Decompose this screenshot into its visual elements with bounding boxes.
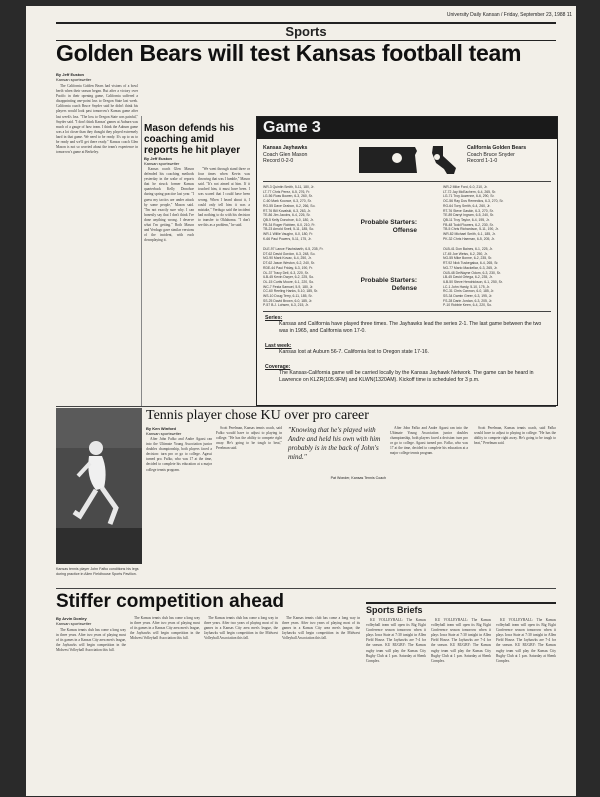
section-header [56, 22, 556, 41]
sports-briefs-header: Sports Briefs [366, 602, 556, 617]
game-box-title: Game 3 [257, 117, 557, 139]
masthead: University Daily Kansan / Friday, September 23, 1988 11 [446, 12, 572, 18]
stiffer-byline-role: Kansan sportswriter [56, 621, 92, 626]
section-divider [56, 406, 556, 407]
roster-line: RC-31 Chris Cannon, 6-0, 185, Jr. [443, 289, 495, 294]
roster-line: FB-34 Roger Robben, 6-0, 210, Fr. [263, 222, 316, 227]
game-box [256, 116, 558, 406]
sidebar-text-2: "We went through stand three or four times when Kevin was throwing that was I fumble," Mason said. "It's not aimed at him. If it touched him, it must have been. I was scared that I could have been wrong. When I heard about it, I could only tell him it was a mistake," Verdugo said the incident had nothing to do with his decision to transfer to Oklahoma. "I don't see this as a problem," he said. [198, 167, 250, 228]
roster-line: SS-34 Damin Greer, 6-3, 195, Jr. [443, 294, 493, 299]
roster-line: P-10 Robbie Keen, 6-4, 220, So. [443, 303, 493, 308]
stiffer-body-col1 [56, 628, 126, 788]
tennis-body-col4 [474, 426, 556, 585]
main-byline-role: Kansan sportswriter [56, 77, 92, 82]
stiffer-body-col3 [204, 616, 278, 788]
roster-line: TB-23 Arnold Snell, 5-11, 185, So. [263, 227, 315, 232]
newspaper-page [26, 6, 576, 796]
roster-line: RG-64 Tony Smith, 6-4, 260, Jr. [443, 203, 491, 208]
roster-line: DT-62 David Gordon, 6-3, 248, So. [263, 251, 316, 256]
roster-line: LT-72 Jay McEachern, 6-4, 265, Sr. [443, 189, 497, 194]
roster-line: OC-56 Ray Dos Remedios, 6-3, 270, Sr. [443, 199, 504, 204]
roster-line: CC-60 Reeling Hanks, 5-10, 185, Sr. [263, 289, 319, 294]
briefs-col3 [496, 618, 556, 788]
offense-label: Probable Starters: Offense [360, 219, 417, 234]
roster-line: TE-89 Darryl Ingram, 6-5, 240, Sr. [443, 213, 495, 218]
briefs-text-2: KU VOLLEYBALL: The Kansas volleyball team will open its Big Eight Conference season tomorrow when it plays Iowa State at 7:30 tonight in Allen Field House. The Jayhawks are 7-4 for the season. KU RUGBY: The Kansas rugby team will play the Kansas City Rugby Club at 1 p.m. Saturday at Shenk Complex. [431, 618, 491, 663]
roster-line: WS-10 Doug Terry, 6-11, 185, Sr. [263, 294, 313, 299]
roster-line: DT-62 Jason Weston, 6-2, 240, Sr. [263, 261, 315, 266]
main-byline [56, 72, 138, 82]
home-team-record: Record 0-2-0 [263, 158, 294, 165]
tennis-body-col3 [390, 426, 468, 585]
cal-offense-list [443, 185, 551, 241]
roster-line: WR-2 Mike Ford, 6-0, 210, Jr. [443, 185, 488, 189]
tennis-text-3: After John Fafko and Andre Agassi ran into the Ultimate Young Association junior doubles championship, both players faced a decision: turn pro or go to college. Agassi turned pro. Fafko, who was 17 at the time, decided to complete his education at a major college tennis program. [390, 426, 468, 456]
tennis-body-col2 [216, 426, 282, 585]
roster-line: QB-5 Kelly Donohoe, 6-0, 180, Jr. [263, 217, 314, 222]
roster-line: WC-7 Festa Samuel, 5-9, 180, Jr. [263, 284, 314, 289]
ku-defense-list [263, 247, 355, 308]
sidebar-headline: Mason defends his coaching amid reports he hit player [144, 123, 241, 156]
tennis-text-1: After John Fafko and Andre Agassi ran into the Ultimate Young Association junior doubles championship, both players faced a decision: turn pro or go to college. Agassi turned pro. Fafko, who was 17 at the time, decided to complete his education at a major college tennis program. [146, 437, 212, 472]
briefs-col1 [366, 618, 426, 788]
stiffer-headline: Stiffer competition ahead [56, 591, 285, 612]
roster-line: WR-82 Michael Smith, 6-1, 185, Jr. [443, 232, 496, 237]
roster-line: FB-48 Todd Flowers, 6-2, 230, Sr. [443, 222, 494, 227]
main-headline: Golden Bears will test Kansas football team [56, 40, 522, 66]
briefs-text-1: KU VOLLEYBALL: The Kansas volleyball team will open its Big Eight Conference season tomorrow when it plays Iowa State at 7:30 tonight in Allen Field House. The Jayhawks are 7-4 for the season. KU RUGBY: The Kansas rugby team will play the Kansas City Rugby Club at 1 p.m. Saturday at Shenk Complex. [366, 618, 426, 663]
tennis-body-col1 [146, 437, 212, 585]
stiffer-text-2: The Kansas tennis club has come a long way in three years. After two years of playing most of its games in a Kansas City area men's league, the Jayhawks will begin competition in the Midwest Volleyball Association this fall. [130, 616, 200, 641]
series-text: Kansas and California have played three times. The Jayhawks lead the series 2-1. The last game between the two was in 1965, and California won 17-0. [279, 321, 542, 334]
roster-line: LC-1 John Hardy, 5-10, 175, Jr. [443, 284, 491, 289]
tennis-byline-name: By Ken Winford [146, 426, 176, 431]
sidebar-body-col1 [144, 167, 194, 400]
coverage-label: Coverage: [265, 364, 291, 370]
ku-offense-list [263, 185, 355, 241]
tennis-player-image [56, 408, 142, 564]
roster-line: WR-3 Quintin Smith, 5-11, 180, Jr. [263, 185, 315, 189]
roster-line: TE-86 Jim Jacobs, 6-4, 226, Sr. [263, 213, 311, 218]
last-week-text: Kansas lost at Auburn 56-7. California lost to Oregon state 17-16. [279, 349, 429, 356]
away-team-record: Record 1-1-0 [467, 158, 498, 165]
tennis-photo [56, 408, 142, 564]
series-section [265, 315, 551, 334]
stiffer-text-1: The Kansas tennis club has come a long way in three years. After two years of playing most of its games in a Kansas City area men's league, the Jayhawks will begin competition in the Midwest Volleyball Association this fall. [56, 628, 126, 653]
roster-line: NG-55 Mike Bonne, 6-2, 235, Sr. [443, 256, 493, 261]
roster-line: P-57 B.J. Lohsen, 6-3, 215, Jr. [263, 303, 309, 308]
last-week-label: Last week: [265, 343, 292, 349]
roster-line: OLB-41 Don Baines, 6-1, 225, Jr. [443, 247, 493, 251]
roster-line: RT-76 Steve Gaskin, 6-3, 270, Sr. [443, 208, 494, 213]
roster-line: NG-90 Mark Kovac, 6-4, 250, Jr. [263, 256, 312, 261]
stiffer-text-4: The Kansas tennis club has come a long way in three years. After two years of playing most of its games in a Kansas City area men's league, the Jayhawks will begin competition in the Midwest Volleyball Association this fall. [282, 616, 360, 641]
tennis-byline-role: Kansan sportswriter [146, 431, 182, 436]
tennis-photo-caption: Kansas tennis player John Fafko conditions his legs during practice in Allen Fieldhouse Sports Pavilion. [56, 567, 139, 576]
series-label: Series: [265, 315, 283, 321]
roster-line: PK-32 Chris Haeman, 6-5, 205, Jr. [443, 236, 495, 241]
roster-line: DLE-97 Lance Flachsbarth, 6-5, 235, Fr. [263, 247, 324, 251]
away-team-coach: Coach Bruce Snyder [467, 151, 515, 158]
roster-line: OLB-48 DeWayne Odom, 6-3, 230, Sr. [443, 270, 501, 275]
sidebar-byline-role: Kansan sportswriter [144, 161, 180, 166]
stiffer-body-col4 [282, 616, 360, 788]
coverage-section [265, 364, 551, 383]
roster-line: LT-45 Joe Weiss, 6-2, 250, Jr. [443, 251, 488, 256]
tennis-headline: Tennis player chose KU over pro career [146, 408, 369, 423]
roster-line: C-60 Mark Koonce, 6-3, 270, Sr. [263, 199, 312, 204]
roster-line: RG-55 Dave Orabon, 6-2, 266, So. [263, 203, 316, 208]
roster-line: SS-25 David Brown, 6-0, 185, Jr. [263, 298, 313, 303]
roster-line: TB-5 Chris Richardson, 5-11, 190, Jr. [443, 227, 499, 232]
sidebar-byline [144, 156, 246, 166]
coverage-text: The Kansas-California game will be carried locally by the Kansas Jayhawk Network. The game can be heard in Lawrence on KLZR(105.9FM) and KLWN(1320AM). Kickoff time is scheduled for 3 p.m. [279, 370, 534, 383]
stiffer-byline-name: By Arvin Donley [56, 616, 87, 621]
roster-line: FS-28 Darin Jordan, 6-3, 205, Jr. [443, 298, 493, 303]
home-team-coach: Coach Glen Mason [263, 151, 308, 158]
roster-line: OL-37 Tracy Dell, 6-3, 220, Sr. [263, 270, 309, 275]
pull-quote-source: Pat Wonder, Kansas Tennis Coach [330, 476, 386, 480]
away-team-name: California Golden Bears [467, 145, 527, 151]
defense-label: Probable Starters: Defense [360, 277, 417, 292]
roster-line: LG-71 Troy Auzenne, 6-6, 290, Sr. [443, 194, 495, 199]
game-box-divider-2 [263, 311, 551, 312]
roster-line: OL-15 Curtis Moore, 6-1, 220, So. [263, 279, 315, 284]
roster-line: LB-45 David Ortega, 6-2, 235, Jr. [443, 275, 493, 280]
briefs-col2 [431, 618, 491, 788]
tennis-text-2: Scott Perelman, Kansas tennis coach, said Fafko would have to adjust to playing in college. "He has the ability to compete right away. He's going to be tough to beat," Perelman said. [216, 426, 282, 451]
home-team-name: Kansas Jayhawks [263, 145, 308, 151]
roster-line: RT-92 Nick Tuskegalua, 6-4, 265, Sr. [443, 261, 499, 266]
roster-line: ILB-45 Kevin Dwyer, 6-2, 225, So. [263, 275, 315, 280]
roster-line: LG-56 Russ Bowen, 6-3, 260, Sr. [263, 194, 313, 199]
briefs-text-3: KU VOLLEYBALL: The Kansas volleyball team will open its Big Eight Conference season tomorrow when it plays Iowa State at 7:30 tonight in Allen Field House. The Jayhawks are 7-4 for the season. KU RUGBY: The Kansas rugby team will play the Kansas City Rugby Club at 1 p.m. Saturday at Shenk Complex. [496, 618, 556, 663]
column-rule [141, 116, 142, 406]
roster-line: ILB-50 Steve Hendrickson, 6-1, 250, Sr. [443, 279, 503, 284]
tennis-text-4: Scott Perelman, Kansas tennis coach, said Fafko would have to adjust to playing in college. "He has the ability to compete right away. He's going to be tough to beat," Perelman said. [474, 426, 556, 446]
main-story-text: The California Golden Bears had visions of a bowl berth when their season began. But after a victory over Pacific in their opening game, California suffered a disappointing one-point loss to Oregon State last week. California coach Bruce Snyder said he didn't think his players would look past tomorrow's Kansas game after last week's loss. "The loss to Oregon State was painful," Snyder said. "I don't think Kansas' games at Auburn was much of a gauge of how team. I think the Auburn game was a lot closer than they thought they played extremely hard in that game. We need to be ready. It's up to us to be ready and we'll get there ready." Kansas coach Glen Mason is not so worried about the team's experience in tomorrow's game at Berkeley. [56, 84, 138, 155]
main-story-body [56, 84, 138, 400]
game-box-divider [263, 181, 551, 182]
sidebar-text-1: Kansas coach Glen Mason defended his coaching methods yesterday in the wake of reports that he struck former Kansas quarterback Kelly Donohoe during spring practice last year. "I guess my tactics are under attack by some people," Mason said. "I'm not exactly sure why. I can honestly say that I don't think I've done anything wrong. I deserve what I'm getting." Both Mason and Verdugo gave similar versions of the incident, with each downplaying it. [144, 167, 194, 243]
california-map-icon [429, 144, 459, 176]
sidebar-byline-name: By Jeff Euston [144, 156, 173, 161]
stiffer-body-col2 [130, 616, 200, 788]
tennis-byline [146, 426, 212, 436]
sidebar-body-col2 [198, 167, 250, 400]
roster-line: RT-76 Bill Kovalski, 6-3, 263, Jr. [263, 208, 311, 213]
roster-line: LT-77 Chris Perez, 6-5, 276, Fr. [263, 189, 311, 194]
kansas-map-icon [357, 143, 419, 177]
main-byline-name: By Jeff Euston [56, 72, 85, 77]
away-team-info [467, 145, 551, 165]
section-title: Sports [285, 24, 327, 39]
stiffer-text-3: The Kansas tennis club has come a long way in three years. After two years of playing most of its games in a Kansas City area men's league, the Jayhawks will begin competition in the Midwest Volleyball Association this fall. [204, 616, 278, 641]
tennis-pull-quote: "Knowing that he's played with Andre and held his own with him probably is in the back of John's mind." [288, 426, 381, 461]
stiffer-byline [56, 616, 126, 626]
roster-line: RDE-44 Paul Friday, 6-3, 190, Fr. [263, 265, 314, 270]
home-team-info [263, 145, 353, 165]
roster-line: QB-11 Troy Taylor, 6-4, 195, Jr. [443, 217, 490, 222]
roster-line: K-66 Paul Powers, 5-11, 175, Jr. [263, 236, 312, 241]
roster-line: WR-1 Willie Vaughn, 6-0, 180, Fr. [263, 232, 314, 237]
last-week-section [265, 343, 551, 356]
roster-line: NG-77 Mario Mackellar, 6-3, 265, Jr. [443, 265, 498, 270]
section-divider-2 [56, 588, 556, 589]
cal-defense-list [443, 247, 551, 308]
